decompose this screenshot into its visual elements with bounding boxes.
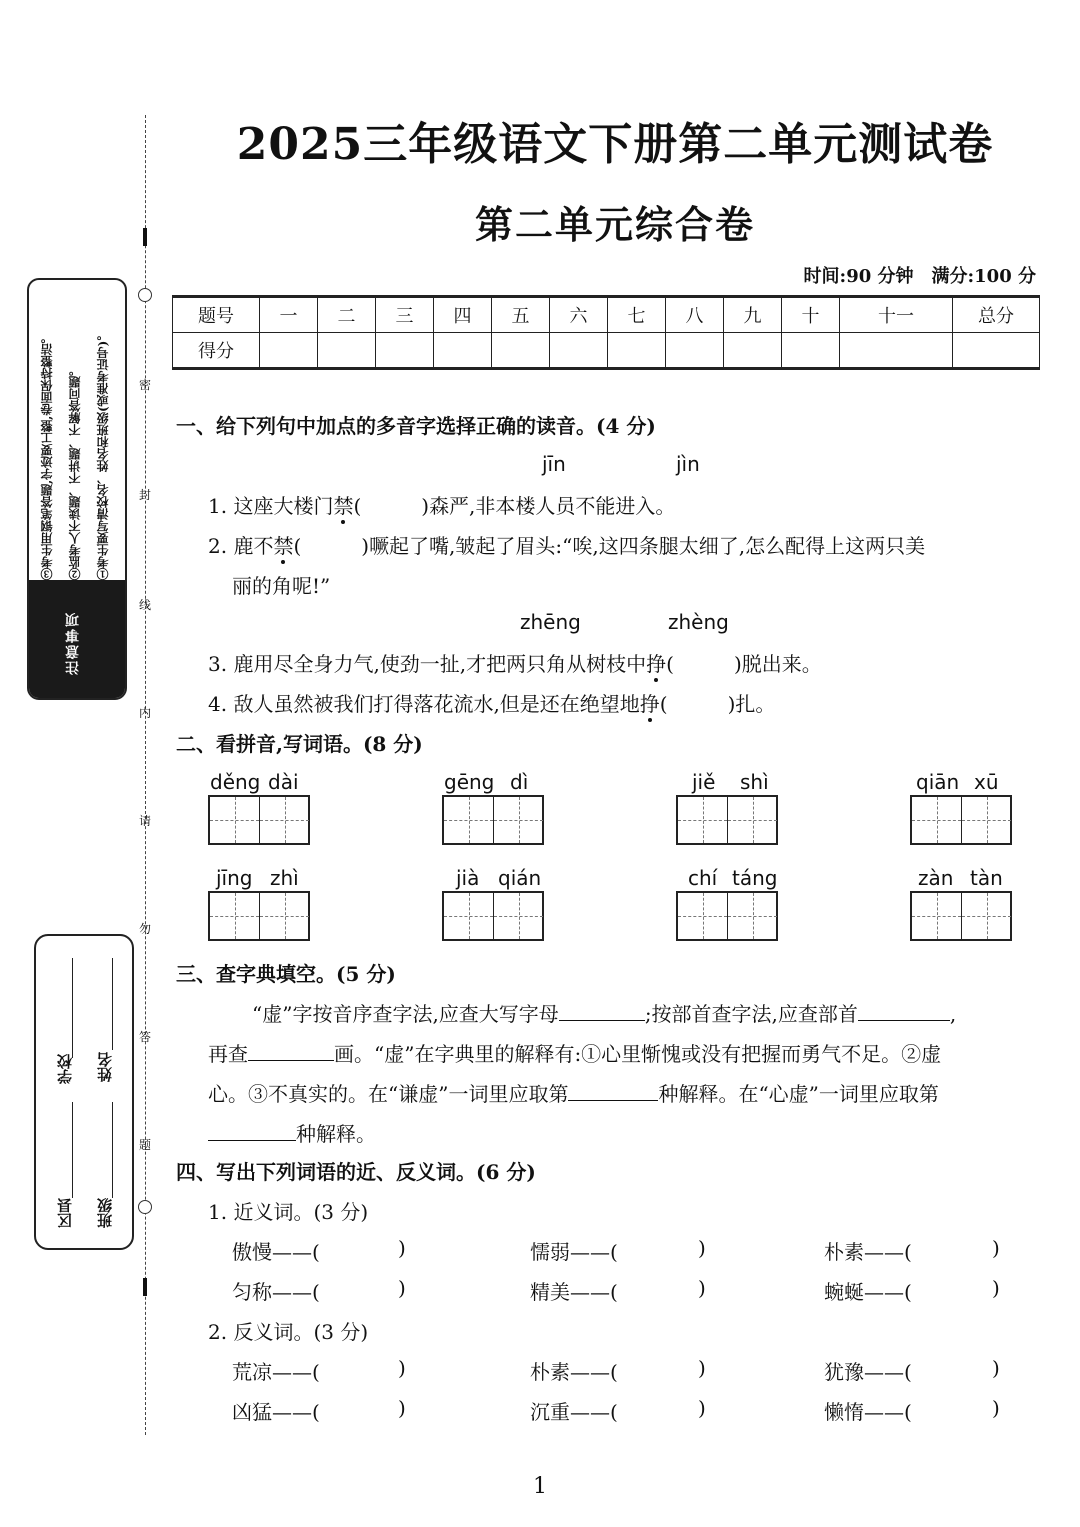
score-table-score-row (173, 333, 1040, 369)
school-line (72, 958, 73, 1058)
fill-blank[interactable] (568, 1080, 658, 1101)
score-cell[interactable] (666, 333, 724, 369)
dotted-char: 禁 (333, 494, 354, 518)
score-table (172, 295, 1040, 370)
student-info-box (34, 934, 134, 1250)
seal-char: 请 (139, 814, 152, 828)
q1-heading: 一、给下列句中加点的多音字选择正确的读音。(4 分) (176, 414, 656, 438)
q1-sentence-3 (208, 648, 822, 677)
writing-grid[interactable] (442, 891, 544, 941)
seal-char: 密 (139, 378, 152, 392)
district-line (72, 1102, 73, 1198)
grid-pinyin: qiān (916, 770, 960, 794)
q2-heading: 二、看拼音,写词语。(8 分) (176, 732, 423, 756)
answer-paren-close[interactable]: ) (698, 1236, 706, 1260)
score-col-header: 一 (260, 297, 318, 333)
page-subtitle: 第二单元综合卷 (474, 202, 755, 247)
grid-pinyin: dì (510, 770, 529, 794)
q3-text: 心。③不真实的。在“谦虚”一词里应取第 (208, 1082, 569, 1106)
answer-paren[interactable]: ( ) (659, 692, 736, 716)
grid-pinyin: jīng (216, 866, 253, 890)
synonym-item: 朴素——( (824, 1240, 912, 1264)
page-number: 1 (533, 1474, 547, 1499)
q1-s4-text-end: 扎。 (735, 692, 776, 716)
antonym-item: 懒惰——( (824, 1400, 912, 1424)
class-line (112, 1102, 113, 1198)
seal-char: 封 (139, 488, 152, 502)
answer-paren-close[interactable]: ) (992, 1356, 1000, 1380)
q1-pinyin-option: zhèng (668, 610, 729, 634)
q3-paragraph-line-1 (252, 998, 956, 1027)
writing-grid[interactable] (208, 795, 310, 845)
answer-paren[interactable]: ( ) (293, 534, 370, 558)
score-col-header: 五 (492, 297, 550, 333)
score-col-header: 十一 (840, 297, 953, 333)
q1-s1-text-end: 森严,非本楼人员不能进入。 (429, 494, 676, 518)
answer-paren-close[interactable]: ) (992, 1396, 1000, 1420)
answer-paren-close[interactable]: ) (698, 1396, 706, 1420)
notice-item-3: ③考生用钢笔答题,字迹要工整,卷面保持整洁。 (40, 331, 54, 580)
fill-blank[interactable] (559, 1000, 645, 1021)
antonym-item: 朴素——( (530, 1360, 618, 1384)
grid-pinyin: dài (268, 770, 299, 794)
antonym-item: 凶猛——( (232, 1400, 320, 1424)
q4-synonym-subheading: 1. 近义词。(3 分) (208, 1200, 369, 1224)
synonym-item: 精美——( (530, 1280, 618, 1304)
seal-char: 题 (139, 1138, 152, 1152)
score-cell[interactable] (260, 333, 318, 369)
score-col-header: 四 (434, 297, 492, 333)
fill-blank[interactable] (858, 1000, 950, 1021)
answer-paren-close[interactable]: ) (992, 1236, 1000, 1260)
writing-grid[interactable] (208, 891, 310, 941)
q1-sentence-2-cont: 丽的角呢!” (232, 574, 331, 598)
grid-pinyin: qián (498, 866, 542, 890)
q3-text: 画。“虚”在字典里的解释有:①心里惭愧或没有把握而勇气不足。②虚 (334, 1042, 942, 1066)
answer-paren-close[interactable]: ) (698, 1276, 706, 1300)
dotted-char: 禁 (273, 534, 294, 558)
grid-pinyin: tàn (970, 866, 1003, 890)
notice-item-1: ①考生要写清校名、姓名和班级(或准考证号)。 (96, 328, 110, 580)
seal-char: 线 (139, 598, 152, 612)
synonym-item: 懦弱——( (530, 1240, 618, 1264)
score-cell[interactable] (550, 333, 608, 369)
score-cell[interactable] (782, 333, 840, 369)
q1-sentence-4 (208, 688, 775, 717)
q1-sentence-1 (208, 490, 675, 519)
q3-heading: 三、查字典填空。(5 分) (176, 962, 396, 986)
district-label: 区县 (56, 1198, 74, 1228)
grid-pinyin: xū (974, 770, 999, 794)
q1-sentence-2 (208, 530, 925, 559)
seal-tick-top (143, 228, 147, 246)
binding-hole-bottom (138, 1200, 152, 1214)
class-label: 班级 (96, 1198, 114, 1228)
q3-paragraph-line-2 (208, 1038, 941, 1067)
antonym-item: 荒凉——( (232, 1360, 320, 1384)
name-label: 姓名 (96, 1052, 114, 1082)
answer-paren-close[interactable]: ) (398, 1276, 406, 1300)
score-col-header: 九 (724, 297, 782, 333)
time-score-info: 时间:90 分钟 满分:100 分 (803, 266, 1036, 287)
q1-s2-text: 2. 鹿不 (208, 534, 274, 558)
grid-pinyin: jiě (692, 770, 716, 794)
writing-grid[interactable] (442, 795, 544, 845)
score-col-header: 十 (782, 297, 840, 333)
score-col-header: 三 (376, 297, 434, 333)
q3-text: 种解释。 (296, 1122, 376, 1146)
score-cell[interactable] (840, 333, 953, 369)
answer-paren[interactable]: ( ) (666, 652, 742, 676)
score-col-header: 七 (608, 297, 666, 333)
q1-pinyin-option: zhēng (520, 610, 581, 634)
grid-pinyin: gēng (444, 770, 495, 794)
q4-heading: 四、写出下列词语的近、反义词。(6 分) (176, 1160, 536, 1184)
answer-paren-close[interactable]: ) (398, 1236, 406, 1260)
q3-text: 种解释。在“心虚”一词里应取第 (658, 1082, 939, 1106)
score-col-header: 八 (666, 297, 724, 333)
synonym-item: 匀称——( (232, 1280, 320, 1304)
score-cell[interactable] (318, 333, 376, 369)
grid-pinyin: zàn (918, 866, 954, 890)
q1-pinyin-option: jīn (542, 452, 566, 476)
q1-pinyin-option: jìn (676, 452, 700, 476)
writing-grid[interactable] (676, 891, 778, 941)
seal-char: 答 (139, 1030, 152, 1044)
q3-text: ;按部首查字法,应查部首 (644, 1002, 858, 1026)
antonym-item: 沉重——( (530, 1400, 618, 1424)
answer-paren-close[interactable]: ) (992, 1276, 1000, 1300)
score-cell[interactable] (376, 333, 434, 369)
score-table-header-row (173, 297, 1040, 333)
q1-s2-text-end: 噘起了嘴,皱起了眉头:“唉,这四条腿太细了,怎么配得上这两只美 (369, 534, 926, 558)
antonym-item: 犹豫——( (824, 1360, 912, 1384)
writing-grid[interactable] (676, 795, 778, 845)
score-cell[interactable] (434, 333, 492, 369)
q4-antonym-subheading: 2. 反义词。(3 分) (208, 1320, 369, 1344)
notice-header (29, 580, 125, 698)
q3-text: “虚”字按音序查字法,应查大写字母 (252, 1002, 559, 1026)
seal-dashed-line (145, 115, 146, 1435)
synonym-item: 蜿蜒——( (824, 1280, 912, 1304)
q3-text: 再查 (208, 1042, 248, 1066)
score-cell[interactable] (953, 333, 1040, 369)
score-row-label: 得分 (173, 333, 260, 369)
answer-paren-close[interactable]: ) (398, 1356, 406, 1380)
score-cell[interactable] (724, 333, 782, 369)
name-line (112, 958, 113, 1050)
seal-char: 内 (139, 706, 152, 720)
notice-box (27, 278, 127, 700)
answer-paren-close[interactable]: ) (698, 1356, 706, 1380)
grid-pinyin: děng (210, 770, 261, 794)
score-cell[interactable] (492, 333, 550, 369)
grid-pinyin: táng (732, 866, 778, 890)
q3-paragraph-line-4 (208, 1118, 376, 1147)
score-col-header: 二 (318, 297, 376, 333)
grid-pinyin: zhì (270, 866, 299, 890)
answer-paren[interactable]: ( ) (353, 494, 430, 518)
dotted-char: 挣 (646, 652, 667, 676)
writing-grid[interactable] (910, 795, 1012, 845)
grid-pinyin: chí (688, 866, 718, 890)
q3-paragraph-line-3 (208, 1078, 939, 1107)
q3-text: , (949, 1002, 957, 1026)
q1-s4-text: 4. 敌人虽然被我们打得落花流水,但是还在绝望地 (208, 692, 640, 716)
page-title: 2025三年级语文下册第二单元测试卷 (236, 119, 994, 170)
writing-grid[interactable] (910, 891, 1012, 941)
school-label: 学校 (56, 1054, 74, 1084)
score-cell[interactable] (608, 333, 666, 369)
score-col-header: 总分 (953, 297, 1040, 333)
dotted-char: 挣 (639, 692, 660, 716)
q1-s1-text: 1. 这座大楼门 (208, 494, 334, 518)
notice-title: 注意事项 (65, 611, 81, 675)
fill-blank[interactable] (208, 1120, 296, 1141)
q1-s3-text-end: 脱出来。 (741, 652, 822, 676)
score-col-header: 六 (550, 297, 608, 333)
seal-char: 勿 (139, 922, 152, 936)
binding-hole-top (138, 288, 152, 302)
grid-pinyin: shì (740, 770, 769, 794)
seal-tick-bottom (143, 1278, 147, 1296)
synonym-item: 傲慢——( (232, 1240, 320, 1264)
answer-paren-close[interactable]: ) (398, 1396, 406, 1420)
q1-s3-text: 3. 鹿用尽全身力气,使劲一扯,才把两只角从树枝中 (208, 652, 647, 676)
score-row-label: 题号 (173, 297, 260, 333)
grid-pinyin: jià (456, 866, 480, 890)
fill-blank[interactable] (248, 1040, 334, 1061)
notice-item-2: ②监考人不读题、不讲题、不解答问题。 (68, 364, 82, 580)
